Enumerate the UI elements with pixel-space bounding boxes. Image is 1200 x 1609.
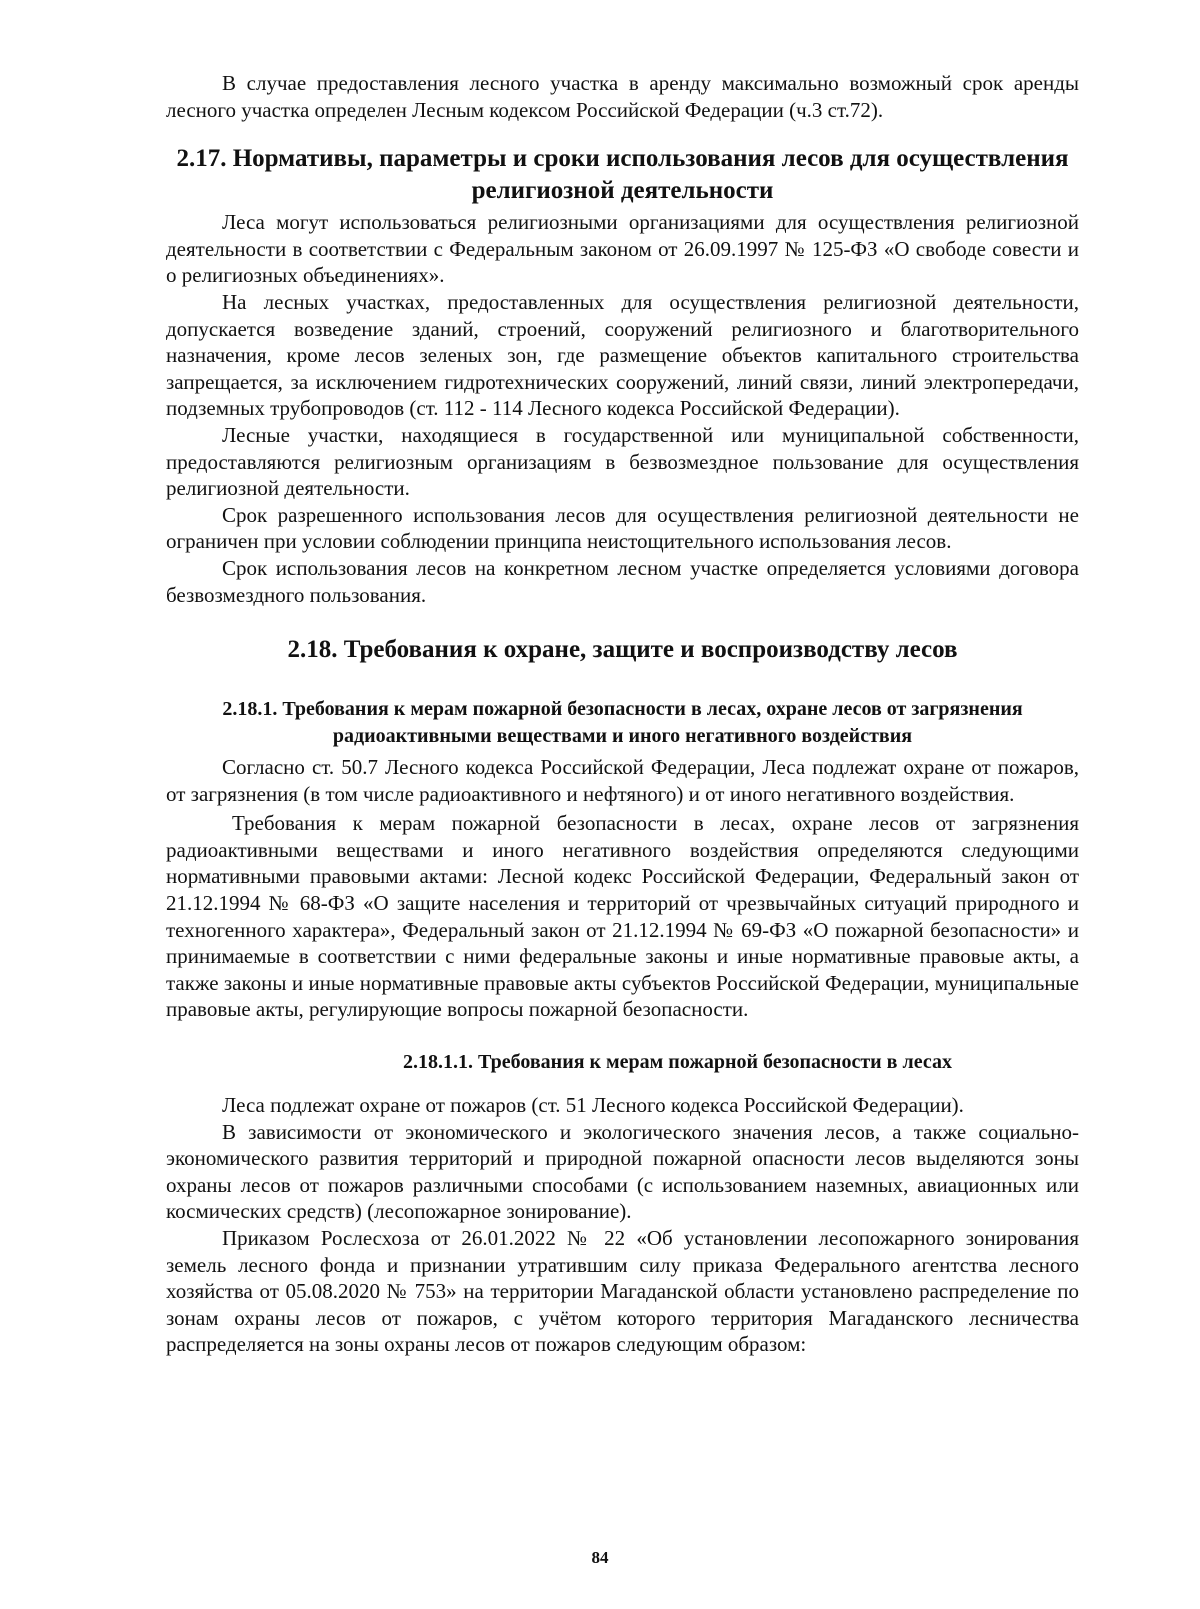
section-2-17-heading: 2.17. Нормативы, параметры и сроки использования лесов для осуществления религиозной деятельности <box>176 145 1069 205</box>
page-number: 84 <box>591 1548 609 1567</box>
section-2-18-1-paragraph-2: Требования к мерам пожарной безопасности в лесах, охране лесов от загрязнения радиоактивными веществами и иного негативного воздействия определяются следующими нормативными правовыми актами: Лесной кодекс Российской Федерации, Федеральный закон от 21.12.1994 № 68-ФЗ «О защите населения и территорий от чрезвычайных ситуаций природного и техногенного характера», Федеральный закон от 21.12.1994 № 69-ФЗ «О пожарной безопасности» и принимаемые в соответствии с ними федеральные законы и иные нормативные правовые акты, а также законы и иные нормативные правовые акты субъектов Российской Федерации, муниципальные правовые акты, регулирующие вопросы пожарной безопасности. <box>166 811 1079 1022</box>
section-2-17-paragraph-3: Лесные участки, находящиеся в государственной или муниципальной собственности, предоставляются религиозным организациям в безвозмездное пользование для осуществления религиозной деятельности. <box>166 422 1079 501</box>
section-2-18-1-1-heading: 2.18.1.1. Требования к мерам пожарной безопасности в лесах <box>403 1051 952 1074</box>
section-2-17-paragraph-2: На лесных участках, предоставленных для осуществления религиозной деятельности, допускается возведение зданий, строений, сооружений религиозного и благотворительного назначения, кроме лесов зеленых зон, где размещение объектов капитального строительства запрещается, за исключением гидротехнических сооружений, линий связи, линий электропередачи, подземных трубопроводов (ст. 112 - 114 Лесного кодекса Российской Федерации). <box>166 289 1079 421</box>
intro-paragraph: В случае предоставления лесного участка в аренду максимально возможный срок аренды лесного участка определен Лесным кодексом Российской Федерации (ч.3 ст.72). <box>166 71 1079 122</box>
section-2-17-paragraph-1: Леса могут использоваться религиозными организациями для осуществления религиозной деятельности в соответствии с Федеральным законом от 26.09.1997 № 125-ФЗ «О свободе совести и о религиозных объединениях». <box>166 210 1079 288</box>
section-2-17-paragraph-5: Срок использования лесов на конкретном лесном участке определяется условиями договора безвозмездного пользования. <box>166 555 1079 607</box>
section-2-18-1-1-paragraph-3: Приказом Рослесхоза от 26.01.2022 № 22 «Об установлении лесопожарного зонирования земель лесного фонда и признании утратившим силу приказа Федерального агентства лесного хозяйства от 05.08.2020 № 753» на территории Магаданской области установлено распределение по зонам охраны лесов от пожаров, с учётом которого территория Магаданского лесничества распределяется на зоны охраны лесов от пожаров следующим образом: <box>166 1226 1079 1357</box>
section-2-18-1-1-paragraph-1: Леса подлежат охране от пожаров (ст. 51 Лесного кодекса Российской Федерации). <box>222 1093 964 1118</box>
section-2-18-1-heading: 2.18.1. Требования к мерам пожарной безопасности в лесах, охране лесов от загрязнения радиоактивными веществами и иного негативного воздействия <box>222 698 1023 748</box>
section-2-18-1-paragraph-1: Согласно ст. 50.7 Лесного кодекса Российской Федерации, Леса подлежат охране от пожаров, от загрязнения (в том числе радиоактивного и нефтяного) и от иного негативного воздействия. <box>166 755 1079 806</box>
section-2-18-heading: 2.18. Требования к охране, защите и воспроизводству лесов <box>287 636 958 664</box>
section-2-17-paragraph-4: Срок разрешенного использования лесов для осуществления религиозной деятельности не ограничен при условии соблюдении принципа неистощительного использования лесов. <box>166 502 1079 554</box>
section-2-18-1-1-paragraph-2: В зависимости от экономического и экологического значения лесов, а также социально-экономического развития территорий и природной пожарной опасности лесов выделяются зоны охраны лесов от пожаров различными способами (с использованием наземных, авиационных или космических средств) (лесопожарное зонирование). <box>166 1119 1079 1224</box>
